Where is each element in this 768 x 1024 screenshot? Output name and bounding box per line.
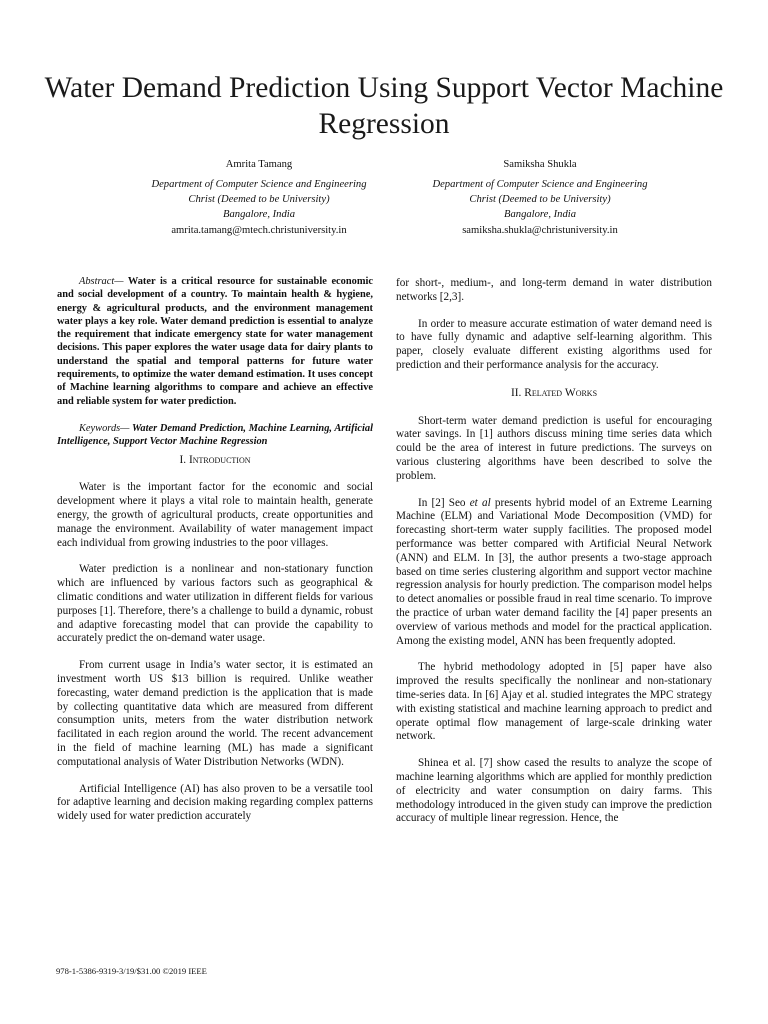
related-paragraph-4: Shinea et al. [7] show cased the results to analyze the scope of machine learning algorithms which are applied for monthly prediction of electricity and water consumption on dairy farms. This methodology introduced in the given study can improve the prediction accuracy of multiple linear regression. Hence, the [396,757,712,825]
author-email: samiksha.shukla@christuniversity.in [462,225,618,236]
author-city: Bangalore, India [504,209,576,220]
related-paragraph-3: The hybrid methodology adopted in [5] paper have also improved the results specifically the nonlinear and non-stationary time-series data. In [6] Ajay et al. studied integrates the MPC strategy with existing statistical and machine learning approach to predict and operate optimal flow management of large-scale drinking water network. [396,661,712,743]
intro-paragraph-5: In order to measure accurate estimation of water demand need is to have fully dynamic and adaptive self-learning algorithm. This paper, closely evaluate different existing algorithms used for prediction and their performance analysis for the accuracy. [396,317,712,371]
paper-title: Water Demand Prediction Using Support Vector Machine Regression [44,72,724,140]
section-initial: R [524,386,532,399]
section-heading-related-works [396,387,712,401]
section-initial: I [188,453,193,466]
intro-paragraph-1: Water is the important factor for the economic and social development where it plays a vital role to maintain health, generate energy, the growth of agricultural products, create opportunities and manage the environment. Availability of water management impact each individual from growing industries to the poor villages. [57,481,373,549]
author-department: Department of Computer Science and Engineering [151,179,367,190]
related-p2-a: In [2] Seo [418,496,470,509]
section-rest: elated [531,386,565,399]
abstract [57,275,373,408]
keywords-lead: Keywords— [79,422,130,434]
intro-paragraph-2: Water prediction is a nonlinear and non-stationary function which are influenced by various factors such as geographical & climatic conditions and water utilization in different fields for various purposes [1]. Therefore, there’s a challenge to build a dynamic, robust and adaptive forecasting model that can provide the capability to accurately predict the on-demand water usage. [57,563,373,645]
abstract-text: Water is a critical resource for sustainable economic and social development of a country. To maintain health & hygiene, energy & agricultural products, and the environment management water plays a key role. Water demand prediction is essential to analyze the requirement that indicate emergency state for water management decisions. This paper explores the water usage data for dairy plants to understand the spatial and temporal patterns for future water requirements, to optimize the water demand estimation. It uses concept of Machine learning algorithms to compare and achieve an effective and reliable system for water prediction. [57,276,373,407]
author-name: Samiksha Shukla [503,159,577,170]
continuation-paragraph: for short-, medium-, and long-term demand in water distribution networks [2,3]. [396,277,712,303]
author-university: Christ (Deemed to be University) [469,194,611,205]
abstract-lead: Abstract— [79,276,124,287]
author-block-2 [390,157,690,238]
section-initial-2: W [564,386,576,399]
section-number: I. [179,453,189,466]
related-p2-em: et al [469,496,491,509]
related-p2-b: presents hybrid model of an Extreme Learning Machine (ELM) and Variational Mode Decomposition (VMD) for forecasting short-term water supply facilities. The proposed model performance was better compared with Artificial Neural Network (ANN) and ELM. In [3], the author presents a two-stage approach based on time series clustering algorithm and support vector machine regression analysis for hourly prediction. The comparison model helps to detect anomalies or possible fraud in real time scenario. To improve the practice of urban water demand facility the [4] paper presents an overview of various methods and model for the practical application. Among the existing model, ANN has been frequently adopted. [396,496,712,647]
related-paragraph-1: Short-term water demand prediction is useful for encouraging water savings. In [1] authors discuss mining time series data which could be the area of interest in future predictions. The surveys on various clustering algorithms have been described to solve the problem. [396,414,712,482]
keywords [57,422,373,449]
copyright-footer: 978-1-5386-9319-3/19/$31.00 ©2019 IEEE [56,966,207,976]
section-number: II. [510,386,525,399]
author-department: Department of Computer Science and Engineering [432,179,648,190]
keywords-text: Water Demand Prediction, Machine Learning, Artificial Intelligence, Support Vector Machine Regression [57,422,373,448]
section-rest: ntroduction [192,453,251,466]
author-block-1 [109,157,409,238]
section-heading-introduction [57,454,373,468]
right-column [396,277,712,826]
intro-paragraph-3: From current usage in India’s water sector, it is estimated an investment worth US $13 billion is required. Unlike weather forecasting, water demand prediction is the application that is made by collecting quantitative data which are measured from different consumption units, meters from the water distribution network facilitated in each region around the world. The recent advancement in the field of machine learning (ML) has made a significant computational analysis of Water Distribution Networks (WDN). [57,659,373,768]
related-paragraph-2 [396,497,712,649]
intro-paragraph-4: Artificial Intelligence (AI) has also proven to be a versatile tool for adaptive learning and decision making regarding complex patterns widely used for water prediction accurately [57,782,373,823]
author-name: Amrita Tamang [225,159,293,170]
author-email: amrita.tamang@mtech.christuniversity.in [171,225,347,236]
left-column [57,275,373,824]
section-rest-2: orks [575,386,598,399]
author-city: Bangalore, India [223,209,295,220]
author-university: Christ (Deemed to be University) [188,194,330,205]
